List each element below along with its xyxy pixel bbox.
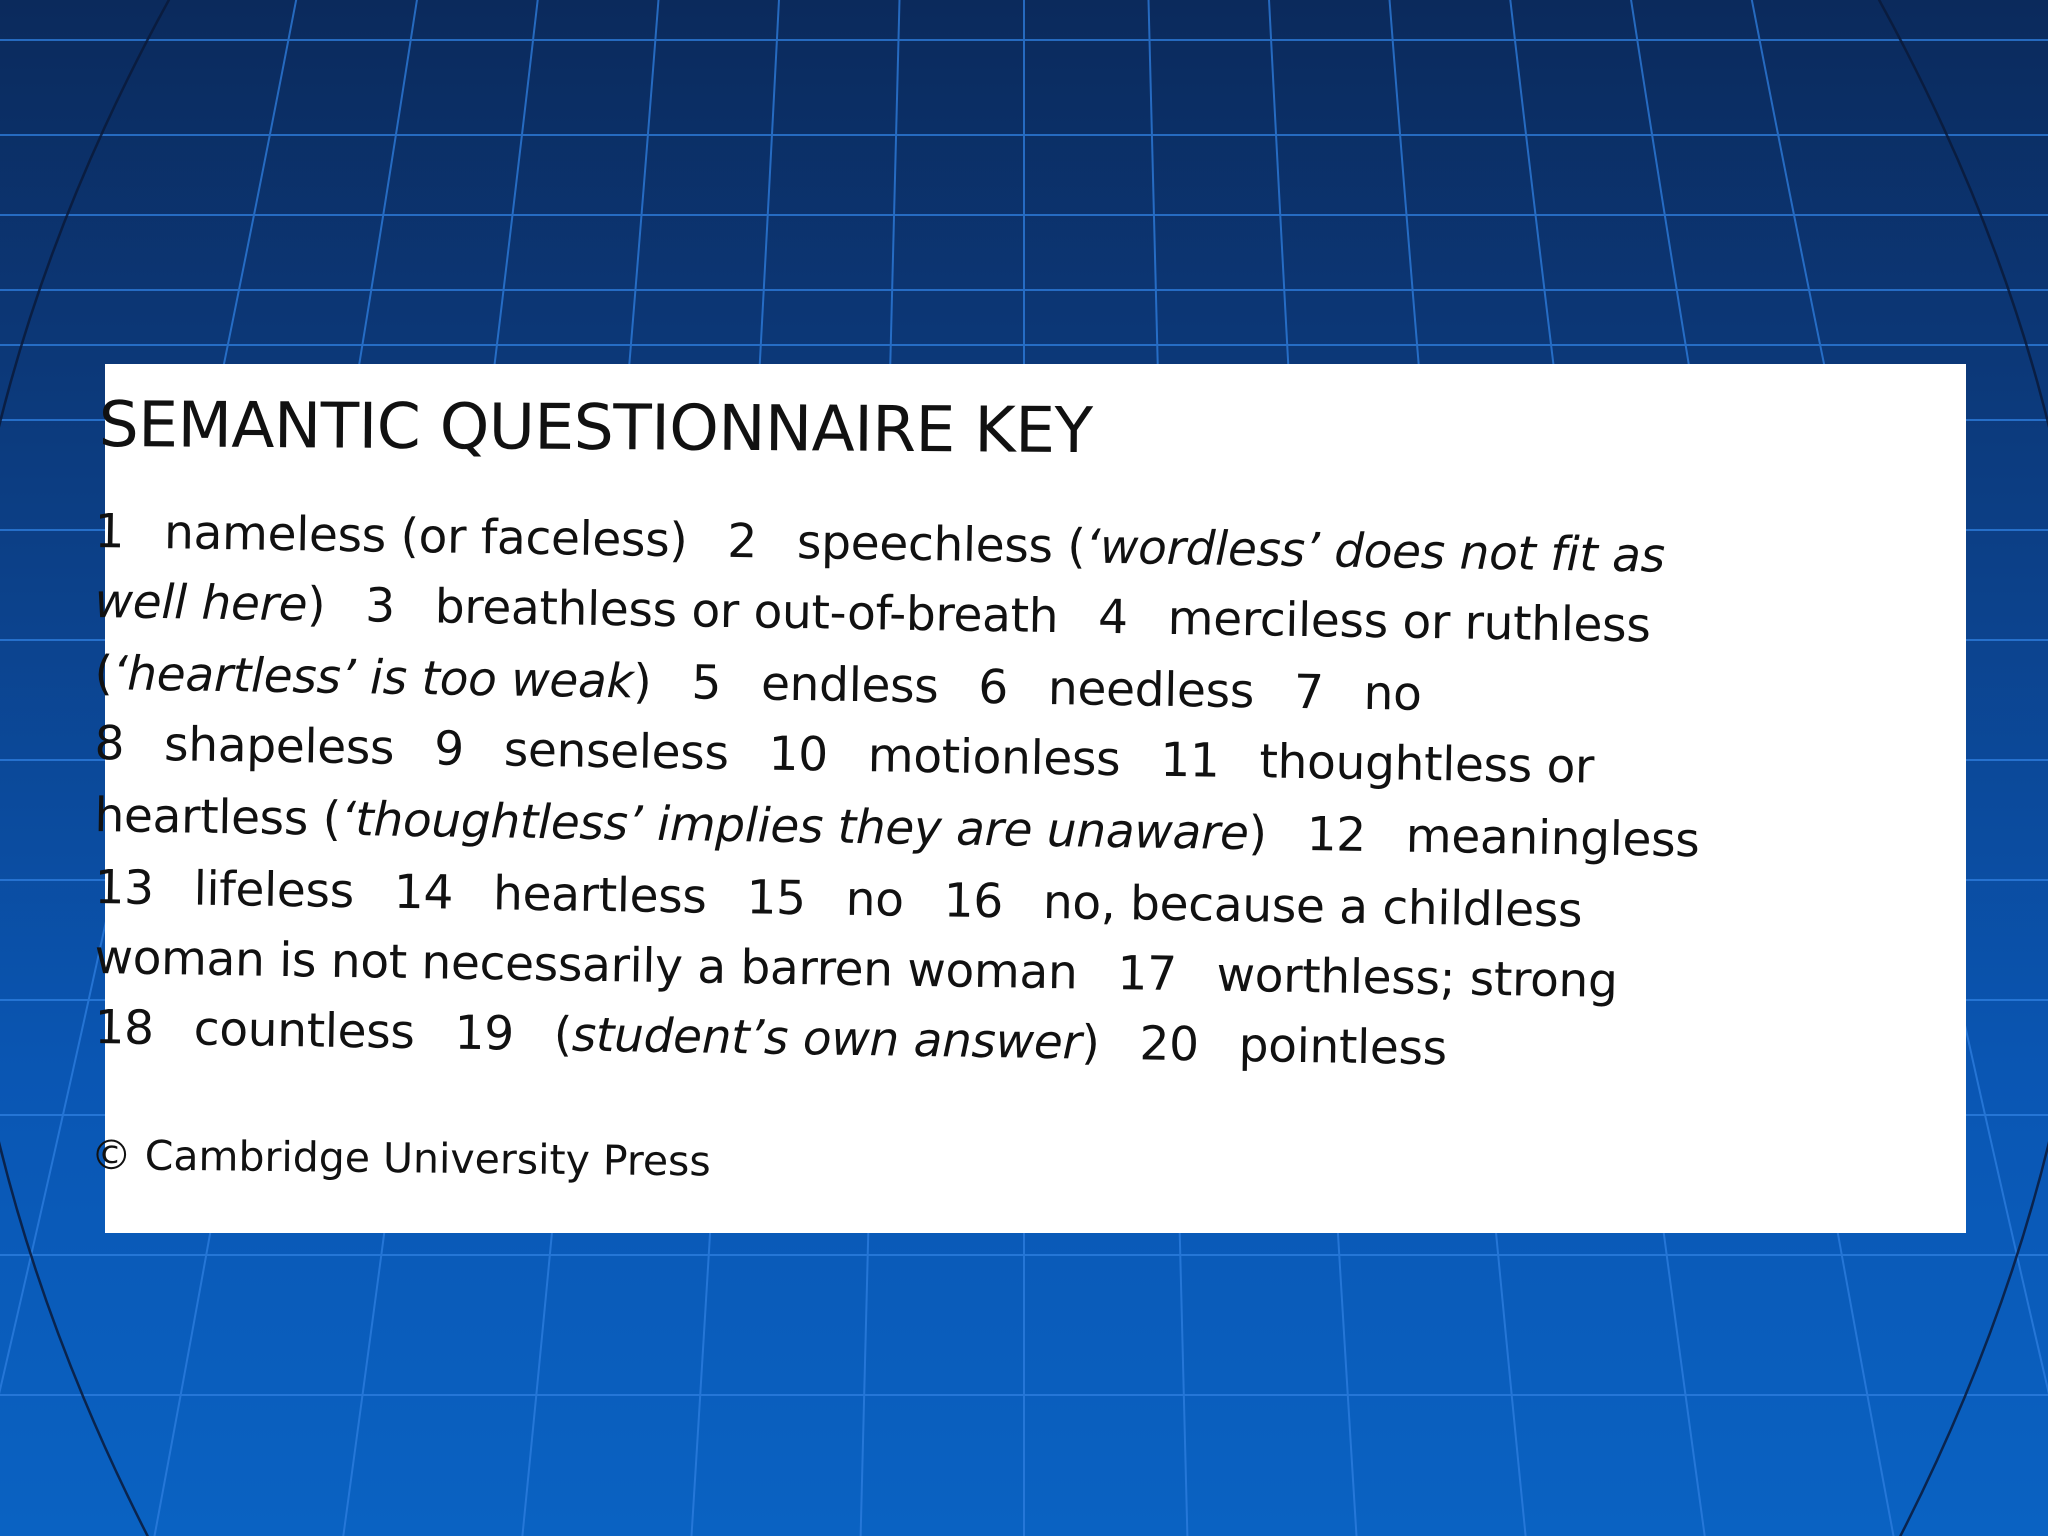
item-answer: speechless ( (796, 515, 1086, 575)
copyright-notice: © Cambridge University Press (90, 1131, 712, 1186)
item-number: 11 (1159, 732, 1220, 789)
item-answer: heartless (492, 866, 708, 925)
key-line-8 (94, 1000, 1447, 1076)
key-line-2 (94, 574, 1651, 653)
item-number: 6 (977, 659, 1009, 716)
item-answer: merciless or ruthless (1167, 590, 1651, 654)
item-number: 1 (94, 504, 125, 560)
item-note: ‘thoughtless’ implies they are unaware (340, 791, 1250, 862)
answer-key-scan (90, 364, 1966, 1233)
item-answer: ) (1081, 1015, 1100, 1071)
key-line-6 (94, 860, 1582, 938)
item-number: 3 (364, 578, 396, 634)
item-number: 10 (768, 726, 829, 783)
item-answer: thoughtless or (1259, 734, 1595, 795)
item-answer: no (1363, 665, 1422, 722)
item-answer: shapeless (163, 717, 395, 776)
item-number: 17 (1117, 946, 1178, 1002)
item-note: ‘heartless’ is too weak (112, 646, 634, 710)
item-answer: heartless ( (94, 788, 342, 847)
item-answer: woman is not necessarily a barren woman (94, 930, 1078, 1001)
item-answer: ( (553, 1007, 573, 1063)
key-line-5 (94, 788, 1700, 868)
key-title: SEMANTIC QUESTIONNAIRE KEY (98, 388, 1093, 468)
item-number: 7 (1293, 664, 1325, 721)
item-answer: no (845, 871, 905, 928)
item-answer: ) (306, 577, 326, 633)
item-answer: no, because a childless (1042, 874, 1583, 939)
item-answer: breathless or out-of-breath (434, 579, 1059, 645)
item-answer: lifeless (193, 861, 355, 920)
item-note: ‘wordless’ does not fit as (1084, 519, 1666, 584)
item-answer: ) (1248, 806, 1268, 862)
item-answer: worthless; strong (1216, 947, 1618, 1009)
item-answer: motionless (867, 728, 1121, 788)
item-answer: nameless (or faceless) (163, 505, 688, 569)
item-number: 4 (1097, 589, 1129, 646)
item-number: 14 (393, 864, 454, 921)
item-answer: endless (760, 656, 939, 715)
item-note: well here (94, 574, 308, 633)
item-number: 19 (454, 1005, 515, 1062)
item-number: 8 (94, 716, 125, 772)
item-answer: ( (94, 646, 114, 702)
item-number: 2 (726, 513, 758, 570)
item-number: 16 (943, 873, 1004, 930)
item-answer: ) (632, 654, 652, 710)
item-number: 12 (1306, 807, 1367, 863)
key-line-3 (94, 646, 1422, 722)
item-answer: pointless (1238, 1017, 1448, 1077)
item-answer: countless (193, 1001, 416, 1061)
item-number: 9 (433, 721, 465, 777)
key-line-1 (94, 504, 1665, 584)
item-answer: needless (1047, 660, 1255, 720)
key-line-4 (94, 716, 1594, 795)
key-line-7 (94, 930, 1618, 1009)
item-answer: meaningless (1405, 808, 1700, 869)
item-number: 13 (94, 860, 155, 916)
item-number: 18 (94, 1000, 155, 1056)
item-number: 5 (691, 655, 722, 711)
item-number: 20 (1139, 1016, 1200, 1073)
item-note: student’s own answer (571, 1007, 1082, 1071)
item-number: 15 (746, 870, 807, 927)
item-answer: senseless (503, 722, 730, 781)
